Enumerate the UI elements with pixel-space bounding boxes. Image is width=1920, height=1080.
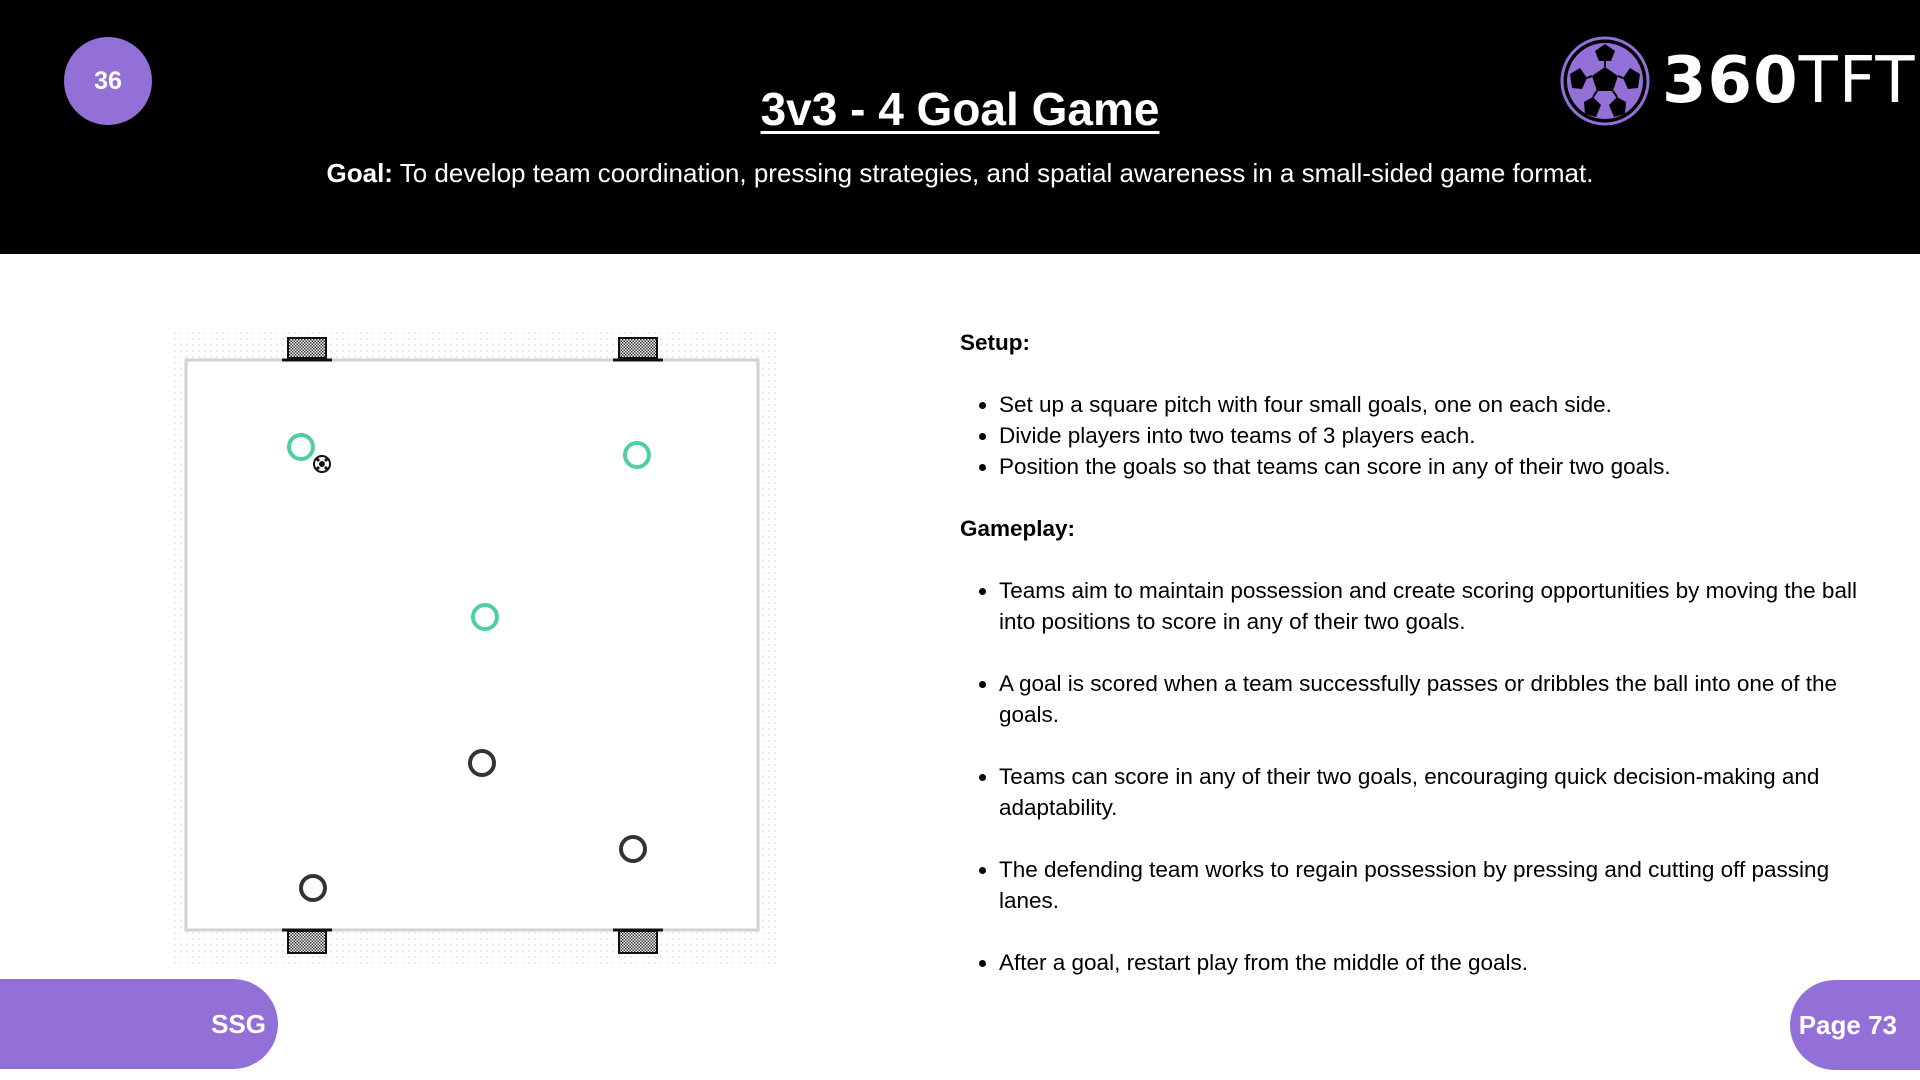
goal-statement [0, 158, 1920, 189]
page-number: Page 73 [1790, 980, 1920, 1070]
list-item: • Set up a square pitch with four small goals, one on each side. [999, 389, 1875, 420]
header-bar [0, 0, 1920, 254]
section-label: SSG [0, 979, 278, 1069]
soccer-ball-icon [1560, 36, 1650, 126]
instructions-panel [960, 327, 1875, 1009]
list-item: • Divide players into two teams of 3 players each. [999, 420, 1875, 451]
logo-wordmark [1662, 42, 1915, 120]
list-item: • The defending team works to regain possession by pressing and cutting off passing lanes. [999, 854, 1875, 916]
list-item: • Teams aim to maintain possession and create scoring opportunities by moving the ball into positions to score in any of their two goals. [999, 575, 1875, 637]
pitch-diagram [172, 330, 776, 968]
page-title: 3v3 - 4 Goal Game [760, 83, 1160, 135]
setup-heading: Setup: [960, 330, 1030, 355]
logo-text-bold: 360 [1662, 44, 1799, 118]
setup-list [999, 389, 1875, 482]
goal-icon [282, 338, 332, 360]
list-item: • After a goal, restart play from the middle of the goals. [999, 947, 1875, 978]
logo-text-light: TFT [1798, 44, 1916, 118]
pitch [186, 360, 758, 930]
goal-label: Goal: [326, 158, 393, 188]
list-item: • Teams can score in any of their two goals, encouraging quick decision-making and adaptability. [999, 761, 1875, 823]
goal-text: To develop team coordination, pressing strategies, and spatial awareness in a small-sided game format. [392, 158, 1594, 188]
goal-icon [613, 338, 663, 360]
list-item: • A goal is scored when a team successfully passes or dribbles the ball into one of the goals. [999, 668, 1875, 730]
gameplay-heading: Gameplay: [960, 516, 1076, 541]
logo [1560, 36, 1916, 126]
gameplay-list [999, 575, 1875, 978]
drill-number-badge: 36 [64, 37, 152, 125]
goal-icon [613, 930, 663, 953]
list-item: • Position the goals so that teams can score in any of their two goals. [999, 451, 1875, 482]
goal-icon [282, 930, 332, 953]
ball-icon [314, 456, 330, 472]
